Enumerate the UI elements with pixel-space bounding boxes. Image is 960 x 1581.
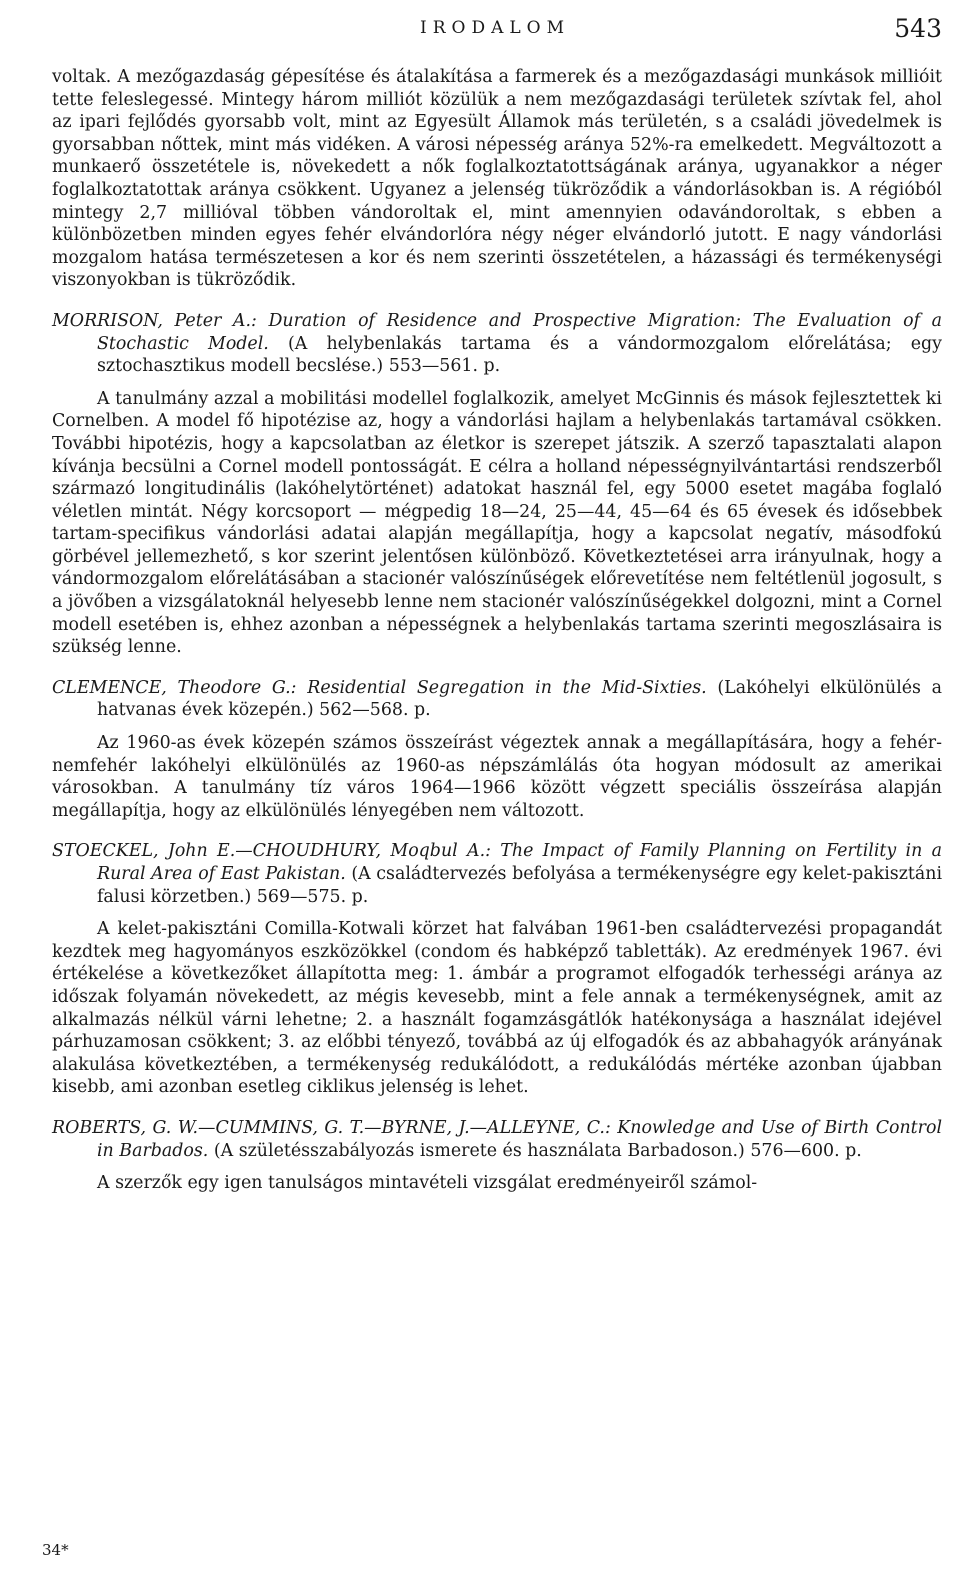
citation-author: STOECKEL, John E.—CHOUDHURY, Moqbul A.: — [52, 841, 491, 862]
citation-note: (A születésszabályozás ismerete és használata Barbadoson.) 576—600. p. — [213, 1140, 862, 1161]
citation-author: MORRISON, Peter A.: — [52, 310, 257, 331]
running-head — [0, 14, 960, 44]
citation-author: CLEMENCE, Theodore G.: — [52, 677, 297, 698]
entry-summary: Az 1960-as évek közepén számos összeírást végeztek annak a megállapítására, hogy a fehér-nemfehér lakóhelyi elkülönülés az 1960-as népszámlálás óta hogyan módosult az amerikai városokban. A tanulmány tíz város 1964—1966 között végzett speciális összeírása alapján megállapítja, hogy az elkülönülés lényegében nem változott. — [52, 733, 942, 821]
bibliography-entry — [52, 1117, 942, 1195]
citation-title: Knowledge and Use of Birth Control in Barbados. — [97, 1117, 943, 1161]
citation — [52, 310, 942, 378]
citation-title: Residential Segregation in the Mid-Sixties. — [307, 677, 707, 698]
running-head-title: IRODALOM — [420, 18, 570, 38]
citation-title: Duration of Residence and Prospective Migration: The Evaluation of a Stochastic Model. — [97, 310, 943, 354]
entry-summary: A kelet-pakisztáni Comilla-Kotwali körzet hat falvában 1961-ben családtervezési propagandát kezdtek meg hagyományos eszközökkel (condom és habképző tabletták). Az eredmények 1967. évi értékelése a következőket állapította meg: 1. ámbár a programot elfogadók terhességi aránya az időszak folyamán növekedett, az mégis kevesebb, mint a fele annak a termékenységnek, amit az alkalmazás nélkül várni lehetne; 2. a használt fogamzásgátlók hatékonysága a használat idejével párhuzamosan csökkent; 3. az előbbi tényező, továbbá az új elfogadók és az abbahagyók arányának alakulása következtében, a termékenység redukálódott, a redukálódás mértéke azonban újabban kisebb, ami azonban esetleg ciklikus jelenség is lehet. — [52, 919, 942, 1098]
citation-note: (Lakóhelyi elkülönülés a hatvanas évek közepén.) 562—568. p. — [97, 677, 943, 721]
bibliography-entry — [52, 310, 942, 659]
citation-author: ROBERTS, G. W.—CUMMINS, G. T.—BYRNE, J.—ALLEYNE, C.: — [52, 1117, 611, 1138]
entry-summary: A tanulmány azzal a mobilitási modellel foglalkozik, amelyet McGinnis és mások fejlesztettek ki Cornelben. A model fő hipotézise az, hogy a vándorlási hajlam a helybenlakás tartamával csökken. További hipotézis, hogy a kapcsolatban az életkor is szerepet játszik. A szerző tapasztalati alapon kívánja becsülni a Cornel modell pontosságát. E célra a holland népességnyilvántartási rendszerből származó longitudinális (lakóhelytörténet) adatokat használ fel, egy 5000 esetet magába foglaló véletlen mintát. Négy korcsoport — mégpedig 18—24, 25—44, 45—64 és 65 évesek és idősebbek tartam-specifikus vándorlási adatai alapján megállapítja, hogy a kapcsolat negatív, másodfokú görbével jellemezhető, s kor szerint jelentősen különböző. Következtetései arra irányulnak, hogy a vándormozgalom előrelátásában a stacionér valószínűségek előrevetítése nem feltétlenül jogosult, s a jövőben a vizsgálatoknál helyesebb lenne nem stacionér valószínűségekkel dolgozni, mint a Cornel modell esetében is, ehhez azonban a népességnek a helybenlakás tartama szerinti megoszlásaira is szükség lenne. — [52, 388, 942, 658]
page-number: 543 — [894, 14, 942, 43]
citation — [52, 1117, 942, 1162]
citation-note: (A helybenlakás tartama és a vándormozgalom előrelátása; egy sztochasztikus modell becslése.) 553—561. p. — [97, 333, 943, 377]
bibliography-entry — [52, 840, 942, 1099]
citation — [52, 840, 942, 908]
bibliography-entry — [52, 677, 942, 823]
citation — [52, 677, 942, 722]
entry-summary: A szerzők egy igen tanulságos mintavételi vizsgálat eredményeiről számol- — [97, 1173, 758, 1194]
body-text — [52, 66, 942, 1195]
citation-note: (A családtervezés befolyása a termékenységre egy kelet-pakisztáni falusi körzetben.) 569—575. p. — [97, 864, 943, 907]
signature-mark: 34* — [42, 1541, 69, 1559]
continuation-paragraph: voltak. A mezőgazdaság gépesítése és átalakítása a farmerek és a mezőgazdasági munkások millióit tette feleslegessé. Mintegy három milliót közülük a nem mezőgazdasági területek szívtak fel, ahol az ipari fejlődés gyorsabb volt, mint az Egyesült Államok más területén, s a családi jövedelmek is gyorsabban nőttek, mint más vidéken. A városi népesség aránya 52%-ra emelkedett. Megváltozott a munkaerő összetétele is, növekedett a nők foglalkoztatottságának aránya, ugyanakkor a néger foglalkoztatottak aránya csökkent. Ugyanez a jelenség tükröződik a vándorlásokban is. A régióból mintegy 2,7 millióval többen vándoroltak el, mint amennyien odavándoroltak, s ebben a különbözetben minden egyes fehér elvándorlóra négy néger elvándorló jutott. E nagy vándorlási mozgalom hatása természetesen a kor és nem szerinti összetételen, a házassági és termékenységi viszonyokban is tükröződik. — [52, 67, 942, 291]
citation-title: The Impact of Family Planning on Fertility in a Rural Area of East Pakistan. — [97, 841, 942, 884]
